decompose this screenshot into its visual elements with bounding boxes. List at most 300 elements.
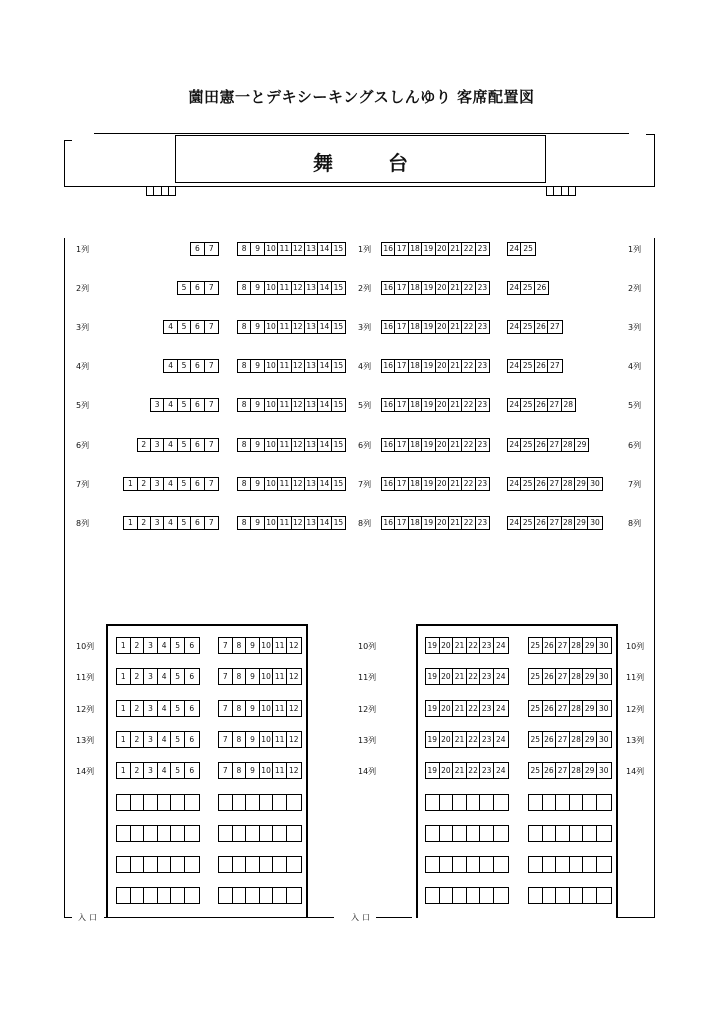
seat[interactable]: [570, 795, 584, 810]
seat[interactable]: 24: [508, 478, 521, 490]
seat[interactable]: 5: [178, 439, 191, 451]
seat[interactable]: 22: [462, 243, 475, 255]
seat[interactable]: 16: [382, 517, 395, 529]
seat[interactable]: 20: [440, 638, 454, 653]
seat[interactable]: 19: [426, 669, 440, 684]
seat[interactable]: 15: [333, 322, 344, 332]
seat[interactable]: 19: [426, 732, 440, 747]
seat[interactable]: 5: [171, 701, 185, 716]
seat[interactable]: 2: [131, 701, 145, 716]
seat[interactable]: 22: [462, 478, 475, 490]
seat[interactable]: 17: [395, 243, 408, 255]
seat[interactable]: [570, 888, 584, 903]
seat[interactable]: 12: [292, 399, 305, 411]
seat[interactable]: 22: [462, 282, 475, 294]
seat[interactable]: 6: [189, 703, 195, 713]
seat[interactable]: 7: [219, 701, 233, 716]
seat[interactable]: [556, 795, 570, 810]
seat[interactable]: 25: [529, 638, 543, 653]
seat[interactable]: [260, 826, 274, 841]
seat[interactable]: 1: [117, 732, 131, 747]
seat[interactable]: 3: [151, 439, 164, 451]
seat[interactable]: [158, 857, 172, 872]
seat[interactable]: 15: [333, 244, 344, 253]
seat[interactable]: 3: [151, 399, 164, 411]
seat[interactable]: 4: [158, 669, 172, 684]
seat[interactable]: 20: [436, 399, 449, 411]
seat[interactable]: [131, 857, 145, 872]
seat[interactable]: 15: [333, 400, 344, 410]
seat[interactable]: 26: [543, 763, 557, 778]
seat[interactable]: 27: [556, 763, 570, 778]
seat[interactable]: 23: [477, 361, 488, 371]
seat[interactable]: 25: [521, 360, 534, 372]
seat[interactable]: 21: [453, 669, 467, 684]
seat[interactable]: 21: [449, 517, 462, 529]
seat[interactable]: 28: [562, 517, 575, 529]
seat[interactable]: 27: [548, 478, 561, 490]
seat[interactable]: 13: [305, 439, 318, 451]
seat[interactable]: 12: [288, 672, 299, 682]
seat[interactable]: 24: [508, 321, 521, 333]
seat[interactable]: 10: [260, 638, 274, 653]
seat[interactable]: [480, 857, 494, 872]
seat[interactable]: 11: [273, 638, 287, 653]
seat[interactable]: [494, 795, 508, 810]
seat[interactable]: 20: [436, 517, 449, 529]
seat[interactable]: [480, 826, 494, 841]
seat[interactable]: 20: [436, 478, 449, 490]
seat[interactable]: 19: [422, 517, 435, 529]
seat[interactable]: [246, 795, 260, 810]
seat[interactable]: 6: [191, 439, 204, 451]
seat[interactable]: 7: [208, 439, 214, 449]
seat[interactable]: 8: [238, 517, 251, 529]
seat[interactable]: 18: [409, 321, 422, 333]
seat[interactable]: 9: [246, 638, 260, 653]
seat[interactable]: 28: [562, 478, 575, 490]
seat[interactable]: [185, 795, 199, 810]
seat[interactable]: [233, 795, 247, 810]
seat[interactable]: [260, 857, 274, 872]
seat[interactable]: [158, 888, 172, 903]
seat[interactable]: 24: [508, 282, 521, 294]
seat[interactable]: 21: [449, 243, 462, 255]
seat[interactable]: 1: [117, 763, 131, 778]
seat[interactable]: [597, 795, 611, 810]
seat[interactable]: 6: [191, 517, 204, 529]
seat[interactable]: 10: [265, 243, 278, 255]
seat[interactable]: [426, 826, 440, 841]
seat[interactable]: 11: [278, 439, 291, 451]
seat[interactable]: 25: [529, 763, 543, 778]
seat[interactable]: [426, 795, 440, 810]
seat[interactable]: 2: [131, 669, 145, 684]
seat[interactable]: 9: [251, 399, 264, 411]
seat[interactable]: [273, 888, 287, 903]
seat[interactable]: [467, 857, 481, 872]
seat[interactable]: 13: [305, 478, 318, 490]
seat[interactable]: 9: [246, 732, 260, 747]
seat[interactable]: [543, 826, 557, 841]
seat[interactable]: 8: [233, 669, 247, 684]
seat[interactable]: [529, 857, 543, 872]
seat[interactable]: 1: [124, 478, 137, 490]
seat[interactable]: 10: [265, 439, 278, 451]
seat[interactable]: 13: [305, 282, 318, 294]
seat[interactable]: 23: [480, 701, 494, 716]
seat[interactable]: 14: [318, 321, 331, 333]
seat[interactable]: 26: [536, 283, 547, 293]
seat[interactable]: [185, 857, 199, 872]
seat[interactable]: 9: [251, 360, 264, 372]
seat[interactable]: 10: [260, 732, 274, 747]
seat[interactable]: 20: [436, 439, 449, 451]
seat[interactable]: [273, 826, 287, 841]
seat[interactable]: 5: [178, 282, 191, 294]
seat[interactable]: 30: [598, 734, 609, 744]
seat[interactable]: 19: [422, 243, 435, 255]
seat[interactable]: 27: [556, 701, 570, 716]
seat[interactable]: 7: [219, 638, 233, 653]
seat[interactable]: [597, 888, 611, 903]
seat[interactable]: 23: [477, 439, 488, 449]
seat[interactable]: 11: [278, 282, 291, 294]
seat[interactable]: 1: [117, 669, 131, 684]
seat[interactable]: 22: [462, 517, 475, 529]
seat[interactable]: 6: [191, 282, 204, 294]
seat[interactable]: 7: [219, 763, 233, 778]
seat[interactable]: 26: [535, 439, 548, 451]
seat[interactable]: 4: [164, 399, 177, 411]
seat[interactable]: 3: [144, 638, 158, 653]
seat[interactable]: 7: [208, 400, 214, 410]
seat[interactable]: 27: [556, 669, 570, 684]
seat[interactable]: 22: [467, 763, 481, 778]
seat[interactable]: [131, 826, 145, 841]
seat[interactable]: 5: [178, 478, 191, 490]
seat[interactable]: 1: [117, 638, 131, 653]
seat[interactable]: 23: [477, 244, 488, 253]
seat[interactable]: 13: [305, 321, 318, 333]
seat[interactable]: 9: [251, 243, 264, 255]
seat[interactable]: 8: [238, 478, 251, 490]
seat[interactable]: 25: [523, 244, 533, 253]
seat[interactable]: 25: [521, 321, 534, 333]
seat[interactable]: 12: [292, 243, 305, 255]
seat[interactable]: 19: [422, 399, 435, 411]
seat[interactable]: 9: [251, 517, 264, 529]
seat[interactable]: 24: [495, 672, 506, 682]
seat[interactable]: [233, 826, 247, 841]
seat[interactable]: 23: [480, 669, 494, 684]
seat[interactable]: 17: [395, 399, 408, 411]
seat[interactable]: [117, 857, 131, 872]
seat[interactable]: 4: [164, 478, 177, 490]
seat[interactable]: 16: [382, 321, 395, 333]
seat[interactable]: [219, 826, 233, 841]
seat[interactable]: 21: [449, 282, 462, 294]
seat[interactable]: 7: [208, 244, 214, 253]
seat[interactable]: [597, 826, 611, 841]
seat[interactable]: 11: [278, 399, 291, 411]
seat[interactable]: 22: [467, 732, 481, 747]
seat[interactable]: [287, 857, 301, 872]
seat[interactable]: 29: [583, 701, 597, 716]
seat[interactable]: 23: [477, 517, 488, 527]
seat[interactable]: [440, 888, 454, 903]
seat[interactable]: [426, 857, 440, 872]
seat[interactable]: 23: [477, 478, 488, 488]
seat[interactable]: 14: [318, 439, 331, 451]
seat[interactable]: [185, 888, 199, 903]
seat[interactable]: 9: [251, 321, 264, 333]
seat[interactable]: 3: [144, 732, 158, 747]
seat[interactable]: [494, 826, 508, 841]
seat[interactable]: 24: [495, 766, 506, 776]
seat[interactable]: [144, 826, 158, 841]
seat[interactable]: [529, 826, 543, 841]
seat[interactable]: 2: [131, 763, 145, 778]
seat[interactable]: [453, 795, 467, 810]
seat[interactable]: 19: [426, 701, 440, 716]
seat[interactable]: 9: [251, 282, 264, 294]
seat[interactable]: 24: [508, 399, 521, 411]
seat[interactable]: 4: [158, 763, 172, 778]
seat[interactable]: [480, 888, 494, 903]
seat[interactable]: 14: [318, 243, 331, 255]
seat[interactable]: 2: [138, 439, 151, 451]
seat[interactable]: 8: [238, 243, 251, 255]
seat[interactable]: 8: [233, 763, 247, 778]
seat[interactable]: 4: [158, 701, 172, 716]
seat[interactable]: 30: [598, 703, 609, 713]
seat[interactable]: [273, 857, 287, 872]
seat[interactable]: 18: [409, 360, 422, 372]
seat[interactable]: 3: [144, 701, 158, 716]
seat[interactable]: 6: [189, 734, 195, 744]
seat[interactable]: 29: [576, 439, 587, 449]
seat[interactable]: 9: [246, 669, 260, 684]
seat[interactable]: 3: [151, 517, 164, 529]
seat[interactable]: [543, 795, 557, 810]
seat[interactable]: 7: [208, 478, 214, 488]
seat[interactable]: 14: [318, 478, 331, 490]
seat[interactable]: 23: [480, 638, 494, 653]
seat[interactable]: 7: [208, 517, 214, 527]
seat[interactable]: 20: [436, 321, 449, 333]
seat[interactable]: 24: [508, 517, 521, 529]
seat[interactable]: 6: [191, 243, 204, 255]
seat[interactable]: [453, 857, 467, 872]
seat[interactable]: 22: [467, 701, 481, 716]
seat[interactable]: 5: [178, 517, 191, 529]
seat[interactable]: 27: [548, 517, 561, 529]
seat[interactable]: 1: [124, 517, 137, 529]
seat[interactable]: [158, 795, 172, 810]
seat[interactable]: 7: [208, 283, 214, 293]
seat[interactable]: 5: [171, 638, 185, 653]
seat[interactable]: 23: [477, 322, 488, 332]
seat[interactable]: [467, 826, 481, 841]
seat[interactable]: 14: [318, 360, 331, 372]
seat[interactable]: 22: [462, 360, 475, 372]
seat[interactable]: 18: [409, 243, 422, 255]
seat[interactable]: 11: [273, 669, 287, 684]
seat[interactable]: 1: [117, 701, 131, 716]
seat[interactable]: 18: [409, 478, 422, 490]
seat[interactable]: 20: [436, 360, 449, 372]
seat[interactable]: 26: [543, 638, 557, 653]
seat[interactable]: 2: [138, 478, 151, 490]
seat[interactable]: 25: [521, 439, 534, 451]
seat[interactable]: 25: [529, 732, 543, 747]
seat[interactable]: 13: [305, 517, 318, 529]
seat[interactable]: 26: [535, 517, 548, 529]
seat[interactable]: 25: [529, 669, 543, 684]
seat[interactable]: 29: [583, 669, 597, 684]
seat[interactable]: 8: [238, 399, 251, 411]
seat[interactable]: [219, 857, 233, 872]
seat[interactable]: 20: [436, 243, 449, 255]
seat[interactable]: 10: [260, 763, 274, 778]
seat[interactable]: 17: [395, 360, 408, 372]
seat[interactable]: [480, 795, 494, 810]
seat[interactable]: 17: [395, 282, 408, 294]
seat[interactable]: [467, 795, 481, 810]
seat[interactable]: 29: [583, 638, 597, 653]
seat[interactable]: 30: [598, 766, 609, 776]
seat[interactable]: 8: [233, 638, 247, 653]
seat[interactable]: 26: [543, 701, 557, 716]
seat[interactable]: [467, 888, 481, 903]
seat[interactable]: 22: [462, 439, 475, 451]
seat[interactable]: 15: [333, 478, 344, 488]
seat[interactable]: 15: [333, 361, 344, 371]
seat[interactable]: 20: [440, 732, 454, 747]
seat[interactable]: 11: [273, 763, 287, 778]
seat[interactable]: 27: [556, 732, 570, 747]
seat[interactable]: 21: [453, 763, 467, 778]
seat[interactable]: [556, 826, 570, 841]
seat[interactable]: [117, 795, 131, 810]
seat[interactable]: 7: [208, 322, 214, 332]
seat[interactable]: 2: [131, 732, 145, 747]
seat[interactable]: 26: [543, 669, 557, 684]
seat[interactable]: [494, 857, 508, 872]
seat[interactable]: [246, 888, 260, 903]
seat[interactable]: 3: [144, 763, 158, 778]
seat[interactable]: [158, 826, 172, 841]
seat[interactable]: 10: [265, 399, 278, 411]
seat[interactable]: 9: [246, 701, 260, 716]
seat[interactable]: [494, 888, 508, 903]
seat[interactable]: 19: [422, 478, 435, 490]
seat[interactable]: 2: [131, 638, 145, 653]
seat[interactable]: 8: [238, 282, 251, 294]
seat[interactable]: 12: [292, 360, 305, 372]
seat[interactable]: 13: [305, 243, 318, 255]
seat[interactable]: 19: [422, 360, 435, 372]
seat[interactable]: 15: [333, 283, 344, 293]
seat[interactable]: 8: [233, 732, 247, 747]
seat[interactable]: 3: [144, 669, 158, 684]
seat[interactable]: 12: [292, 282, 305, 294]
seat[interactable]: 24: [508, 360, 521, 372]
seat[interactable]: [529, 888, 543, 903]
seat[interactable]: 20: [436, 282, 449, 294]
seat[interactable]: 21: [453, 638, 467, 653]
seat[interactable]: 11: [278, 360, 291, 372]
seat[interactable]: 21: [449, 360, 462, 372]
seat[interactable]: 6: [191, 478, 204, 490]
seat[interactable]: 4: [164, 360, 177, 372]
seat[interactable]: [440, 826, 454, 841]
seat[interactable]: 11: [278, 321, 291, 333]
seat[interactable]: 5: [178, 399, 191, 411]
seat[interactable]: 30: [590, 478, 600, 488]
seat[interactable]: 4: [164, 517, 177, 529]
seat[interactable]: [219, 795, 233, 810]
seat[interactable]: 20: [440, 701, 454, 716]
seat[interactable]: 6: [191, 321, 204, 333]
seat[interactable]: 5: [171, 669, 185, 684]
seat[interactable]: 25: [529, 701, 543, 716]
seat[interactable]: 24: [508, 439, 521, 451]
seat[interactable]: [529, 795, 543, 810]
seat[interactable]: [171, 826, 185, 841]
seat[interactable]: 19: [426, 638, 440, 653]
seat[interactable]: 21: [453, 701, 467, 716]
seat[interactable]: 26: [543, 732, 557, 747]
seat[interactable]: 13: [305, 360, 318, 372]
seat[interactable]: 25: [521, 282, 534, 294]
seat[interactable]: 2: [138, 517, 151, 529]
seat[interactable]: 8: [238, 360, 251, 372]
seat[interactable]: 27: [550, 322, 560, 332]
seat[interactable]: [287, 795, 301, 810]
seat[interactable]: 22: [467, 669, 481, 684]
seat[interactable]: 17: [395, 478, 408, 490]
seat[interactable]: 18: [409, 439, 422, 451]
seat[interactable]: 23: [477, 283, 488, 293]
seat[interactable]: 27: [550, 361, 560, 371]
seat[interactable]: 10: [260, 669, 274, 684]
seat[interactable]: [260, 888, 274, 903]
seat[interactable]: [583, 857, 597, 872]
seat[interactable]: 5: [171, 763, 185, 778]
seat[interactable]: 10: [260, 701, 274, 716]
seat[interactable]: 22: [462, 321, 475, 333]
seat[interactable]: 17: [395, 517, 408, 529]
seat[interactable]: [233, 888, 247, 903]
seat[interactable]: 21: [453, 732, 467, 747]
seat[interactable]: 14: [318, 282, 331, 294]
seat[interactable]: 24: [495, 734, 506, 744]
seat[interactable]: 18: [409, 517, 422, 529]
seat[interactable]: [171, 857, 185, 872]
seat[interactable]: 27: [556, 638, 570, 653]
seat[interactable]: 9: [251, 478, 264, 490]
seat[interactable]: 4: [164, 321, 177, 333]
seat[interactable]: 25: [521, 517, 534, 529]
seat[interactable]: 8: [233, 701, 247, 716]
seat[interactable]: 10: [265, 321, 278, 333]
seat[interactable]: [144, 795, 158, 810]
seat[interactable]: 5: [178, 321, 191, 333]
seat[interactable]: 23: [480, 763, 494, 778]
seat[interactable]: 8: [238, 321, 251, 333]
